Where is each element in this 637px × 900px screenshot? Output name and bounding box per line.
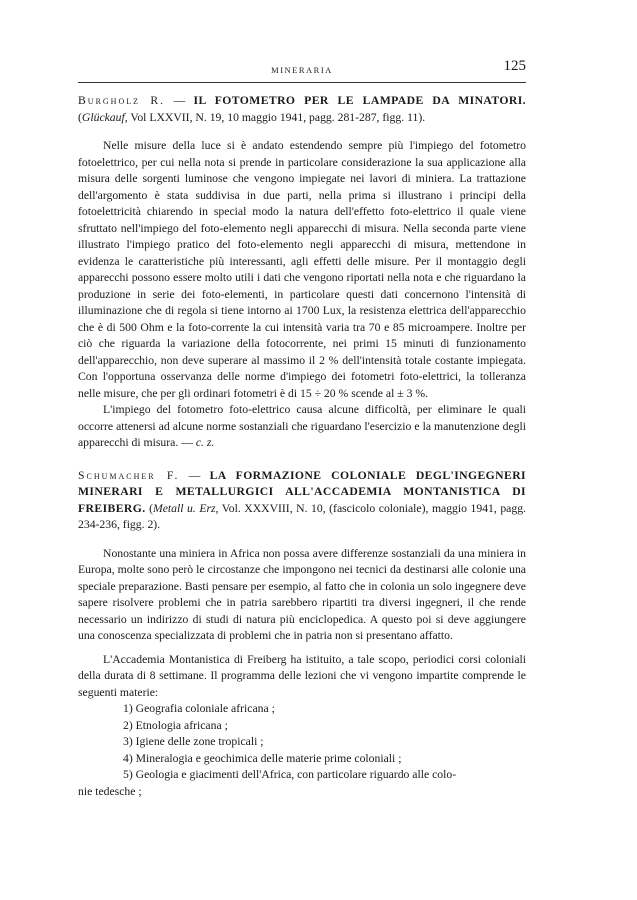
abstract-paragraph-closing	[78, 402, 526, 452]
page-number: 125	[503, 58, 526, 74]
entry-title: LA FORMAZIONE COLONIALE DEGL'INGEGNERI MINERARI E METALLURGICI ALL'ACCADEMIA MONTANISTICA DI FREIBERG.	[78, 468, 526, 515]
reference-details: Vol LXXVII, N. 19, 10 maggio 1941, pagg. 281-287, figg. 11).	[127, 110, 426, 124]
header-rule	[78, 82, 526, 83]
list-item: 2) Etnologia africana ;	[123, 718, 228, 732]
page-body	[78, 93, 526, 800]
abstract-paragraph: Nelle misure della luce si è andato estendendo sempre più l'impiego del fotometro fotoelettrico, per cui nella nota si prende in particolare considerazione la sua applicazione alla misura delle sorgenti luminose che vengono impiegate nei lavori di miniera. La trattazione dell'argomento è stata suddivisa in due parti, nella prima si illustrano i principi della fotoelettricità chiarendo in special modo la natura dell'effetto foto-elettrico il quale viene sfruttato nell'impiego del foto-elemento negli apparecchi di misura. Nella seconda parte viene illustrato l'impiego pratico del foto-elemento negli apparecchi di misura, mettendone in evidenza le caratteristiche più interessanti, agli effetti delle misure. Per il montaggio degli apparecchi possono essere molto utili i dati che vengono riportati nella nota e che riguardano la produzione in serie dei foto-elementi, in particolare questi dati concernono l'intensità di illuminazione che di regola si tiene intorno ai 1700 Lux, la resistenza elettrica dell'apparecchio che è di 500 Ohm e la foto-corrente la cui intensità varia tra 70 e 85 microampere. Inoltre per ciò che riguarda la variazione della fotocorrente, nei primi 15 minuti di funzionamento dell'apparecchio, non deve superare al massimo il 2 % dell'intensità totale costante impiegata. Con l'opportuna osservanza delle norme d'impiego dei fotometri foto-elettrici, la tolleranza nelle misure, che per gli ordinari fotometri è di 15 ÷ 20 % scende al ± 3 %.	[78, 139, 526, 400]
list-item-continuation: nie tedesche ;	[78, 784, 142, 798]
entry-dash: —	[165, 94, 194, 107]
reference-open: (	[78, 110, 82, 124]
reviewer-signature: c. z.	[195, 436, 215, 449]
journal-name: Metall u. Erz,	[153, 501, 219, 515]
entry-dash: —	[179, 468, 210, 482]
entry-author: Schumacher F.	[78, 468, 180, 482]
closing-text: L'impiego del fotometro foto-elettrico causa alcune difficoltà, per eliminare le quali occorre attenersi ad alcune norme sostanziali che riguardano l'esercizio e la manutenzione degli apparecchi di misura. —	[78, 403, 526, 449]
journal-name: Glückauf,	[81, 110, 128, 124]
list-item: 4) Mineralogia e geochimica delle materie prime coloniali ;	[123, 751, 402, 765]
list-item: 1) Geografia coloniale africana ;	[123, 702, 275, 715]
entry-author: Burgholz R.	[78, 94, 166, 107]
entry-heading	[78, 468, 526, 534]
reference-open: (	[145, 501, 153, 515]
list-item: 5) Geologia e giacimenti dell'Africa, con particolare riguardo alle colo-	[123, 768, 457, 781]
running-head: MINERARIA	[271, 65, 333, 75]
reference-details: Vol. XXXVIII, N. 10, (fascicolo coloniale), maggio 1941, pagg. 234-236, figg. 2).	[78, 501, 526, 531]
entry-heading	[78, 93, 526, 126]
abstract-paragraph: L'Accademia Montanistica di Freiberg ha istituito, a tale scopo, periodici corsi coloniali della durata di 8 settimane. Il programma delle lezioni che vi vengono impartite comprende le seguenti materie:	[78, 652, 526, 699]
page-header	[78, 58, 526, 82]
list-item: 3) Igiene delle zone tropicali ;	[123, 735, 264, 748]
entry-title: IL FOTOMETRO PER LE LAMPADE DA MINATORI.	[193, 94, 526, 107]
abstract-paragraph: Nonostante una miniera in Africa non possa avere differenze sostanziali da una miniera in Europa, molte sono però le circostanze che impongono nei tecnici da destinarsi alle colonie una speciale preparazione. Basti pensare per esempio, al fatto che in colonia un solo ingegnere deve sapere risolvere problemi che in patria sarebbero ripartiti tra diversi ingegneri, il che rende necessario un indirizzo di studi di natura più enciclopedica. A questo poi si deve aggiungere una conoscenza specializzata di problemi che in patria non si presentano affatto.	[78, 546, 526, 642]
